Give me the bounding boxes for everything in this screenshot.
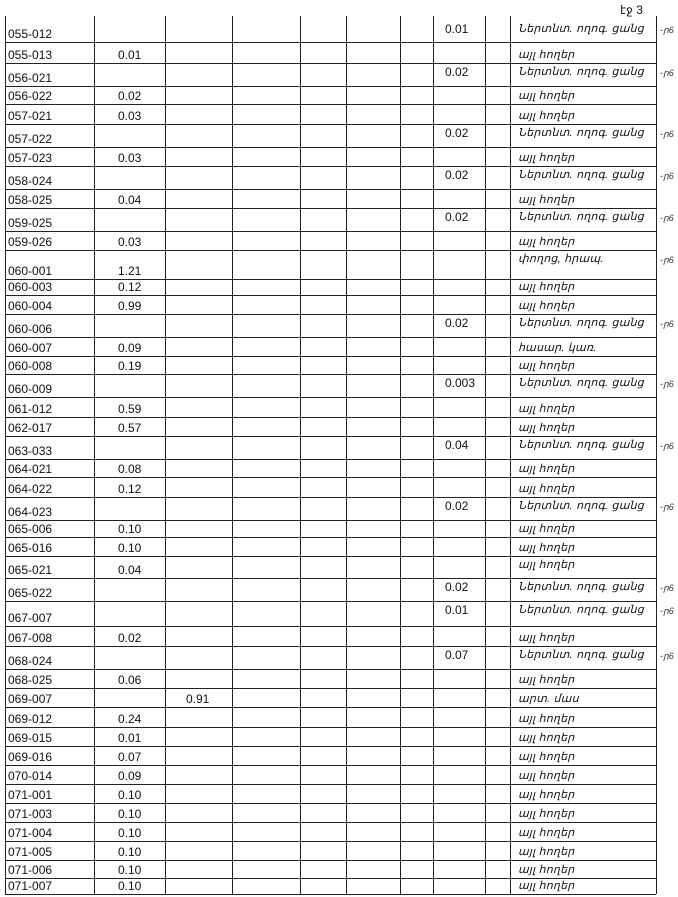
- area-value: 0.10: [118, 845, 142, 859]
- row-rule: [5, 42, 656, 43]
- row-rule: [5, 894, 656, 895]
- parcel-code: 060-004: [8, 299, 53, 313]
- parcel-code: 067-007: [8, 611, 53, 625]
- row-rule: [5, 166, 656, 167]
- parcel-code: 065-022: [8, 586, 53, 600]
- land-use-note: Ներտնտ. ողոգ. ցանց: [518, 377, 644, 389]
- area-value: 0.08: [118, 462, 142, 476]
- parcel-code: 061-012: [8, 402, 53, 416]
- land-use-note: Ներտնտ. ողոգ. ցանց: [518, 604, 644, 616]
- margin-mark: -ր6: [660, 319, 674, 329]
- area-value: 0.10: [118, 522, 142, 536]
- area-value: 1.21: [118, 264, 142, 278]
- area-value-irrigation: 0.07: [445, 648, 469, 662]
- area-value: 0.01: [118, 48, 142, 62]
- land-use-note: Ներտնտ. ողոգ. ցանց: [518, 439, 644, 451]
- area-value: 0.10: [118, 879, 142, 893]
- area-value: 0.03: [118, 235, 142, 249]
- land-use-note: այլ հողեր: [518, 732, 575, 744]
- parcel-code: 060-009: [8, 382, 53, 396]
- margin-mark: -ր6: [660, 651, 674, 661]
- row-rule: [5, 374, 656, 375]
- land-use-note: այլ հողեր: [518, 152, 575, 164]
- parcel-code: 058-025: [8, 193, 53, 207]
- parcel-code: 069-012: [8, 712, 53, 726]
- parcel-code: 071-006: [8, 863, 53, 877]
- parcel-code: 071-003: [8, 807, 53, 821]
- row-rule: [5, 337, 656, 338]
- row-rule: [5, 250, 656, 251]
- land-use-note: Ներտնտ. ողոգ. ցանց: [518, 23, 644, 35]
- land-use-note: այլ հողեր: [518, 523, 575, 535]
- area-value: 0.19: [118, 359, 142, 373]
- area-value: 0.09: [118, 341, 142, 355]
- area-value: 0.02: [118, 631, 142, 645]
- area-value: 0.12: [118, 482, 142, 496]
- row-rule: [5, 841, 656, 842]
- land-use-note: այլ հողեր: [518, 542, 575, 554]
- land-use-note: Ներտնտ. ողոգ. ցանց: [518, 127, 644, 139]
- land-use-note: Ներտնտ. ողոգ. ցանց: [518, 649, 644, 661]
- parcel-code: 056-022: [8, 89, 53, 103]
- parcel-code: 056-021: [8, 71, 53, 85]
- land-use-note: այլ հողեր: [518, 864, 575, 876]
- parcel-code: 068-024: [8, 654, 53, 668]
- area-value-irrigation: 0.02: [445, 126, 469, 140]
- parcel-code: 064-022: [8, 482, 53, 496]
- area-value: 0.24: [118, 712, 142, 726]
- area-value-irrigation: 0.02: [445, 316, 469, 330]
- land-use-note: այլ հողեր: [518, 194, 575, 206]
- row-rule: [5, 520, 656, 521]
- row-rule: [5, 459, 656, 460]
- land-use-note: Ներտնտ. ողոգ. ցանց: [518, 211, 644, 223]
- margin-mark: -ր6: [660, 502, 674, 512]
- area-value: 0.99: [118, 299, 142, 313]
- area-value-irrigation: 0.02: [445, 168, 469, 182]
- land-use-note: այլ հողեր: [518, 110, 575, 122]
- area-value: 0.03: [118, 109, 142, 123]
- land-use-note: Ներտնտ. ողոգ. ցանց: [518, 169, 644, 181]
- parcel-code: 070-014: [8, 769, 53, 783]
- parcel-code: 058-024: [8, 174, 53, 188]
- parcel-code: 059-026: [8, 235, 53, 249]
- parcel-code: 065-021: [8, 563, 53, 577]
- parcel-code: 064-023: [8, 505, 53, 519]
- parcel-code: 057-021: [8, 109, 53, 123]
- parcel-code: 069-016: [8, 750, 53, 764]
- land-use-note: այլ հողեր: [518, 281, 575, 293]
- parcel-code: 069-007: [8, 692, 53, 706]
- area-value: 0.06: [118, 673, 142, 687]
- row-rule: [5, 104, 656, 105]
- row-rule: [5, 822, 656, 823]
- area-value-irrigation: 0.01: [445, 22, 469, 36]
- land-use-note: Ներտնտ. ողոգ. ցանց: [518, 581, 644, 593]
- row-rule: [5, 727, 656, 728]
- land-use-note: այլ հողեր: [518, 463, 575, 475]
- area-value: 0.59: [118, 402, 142, 416]
- land-use-note: այլ հողեր: [518, 846, 575, 858]
- land-use-note: այլ հողեր: [518, 674, 575, 686]
- area-value-irrigation: 0.02: [445, 65, 469, 79]
- area-value-industrial: 0.91: [186, 692, 210, 706]
- row-rule: [5, 803, 656, 804]
- row-rule: [5, 646, 656, 647]
- land-use-note: այլ հողեր: [518, 422, 575, 434]
- row-rule: [5, 626, 656, 627]
- row-rule: [5, 63, 656, 64]
- area-value-irrigation: 0.02: [445, 499, 469, 513]
- area-value: 0.10: [118, 826, 142, 840]
- row-rule: [5, 231, 656, 232]
- margin-mark: -ր6: [660, 606, 674, 616]
- parcel-code: 057-022: [8, 132, 53, 146]
- area-value: 0.02: [118, 89, 142, 103]
- row-rule: [5, 537, 656, 538]
- row-rule: [5, 556, 656, 557]
- area-value: 0.03: [118, 151, 142, 165]
- land-use-note: այլ հողեր: [518, 632, 575, 644]
- margin-mark: -ր6: [660, 213, 674, 223]
- land-use-note: այլ հողեր: [518, 827, 575, 839]
- row-rule: [5, 669, 656, 670]
- area-value: 0.04: [118, 563, 142, 577]
- margin-mark: -ր6: [660, 68, 674, 78]
- land-use-note: այլ հողեր: [518, 300, 575, 312]
- land-use-note: այլ հողեր: [518, 808, 575, 820]
- land-use-note: այլ հողեր: [518, 559, 575, 571]
- area-value: 0.01: [118, 731, 142, 745]
- area-value: 0.12: [118, 280, 142, 294]
- land-use-note: Ներտնտ. ողոգ. ցանց: [518, 500, 644, 512]
- row-rule: [5, 356, 656, 357]
- row-rule: [5, 295, 656, 296]
- row-rule: [5, 765, 656, 766]
- land-use-note: փողոց, հրապ.: [518, 253, 604, 265]
- column-rule: [656, 16, 657, 894]
- land-use-note: այլ հողեր: [518, 713, 575, 725]
- row-rule: [5, 860, 656, 861]
- row-rule: [5, 397, 656, 398]
- area-value: 0.09: [118, 769, 142, 783]
- area-value: 0.10: [118, 788, 142, 802]
- parcel-code: 055-012: [8, 27, 53, 41]
- parcel-code: 063-033: [8, 444, 53, 458]
- area-value-irrigation: 0.01: [445, 603, 469, 617]
- row-rule: [5, 784, 656, 785]
- land-use-note: այլ հողեր: [518, 403, 575, 415]
- margin-mark: -ր6: [660, 25, 674, 35]
- parcel-code: 055-013: [8, 48, 53, 62]
- parcel-code: 060-003: [8, 280, 53, 294]
- row-rule: [5, 601, 656, 602]
- parcel-code: 068-025: [8, 673, 53, 687]
- parcel-code: 060-008: [8, 359, 53, 373]
- area-value: 0.04: [118, 193, 142, 207]
- area-value-irrigation: 0.04: [445, 438, 469, 452]
- area-value: 0.07: [118, 750, 142, 764]
- area-value-irrigation: 0.02: [445, 210, 469, 224]
- area-value: 0.10: [118, 541, 142, 555]
- parcel-code: 071-004: [8, 826, 53, 840]
- row-rule: [5, 86, 656, 87]
- parcel-code: 069-015: [8, 731, 53, 745]
- margin-mark: -ր6: [660, 583, 674, 593]
- row-rule: [5, 314, 656, 315]
- area-value: 0.57: [118, 421, 142, 435]
- row-rule: [5, 436, 656, 437]
- margin-mark: -ր6: [660, 171, 674, 181]
- area-value-irrigation: 0.02: [445, 580, 469, 594]
- row-rule: [5, 208, 656, 209]
- land-use-note: այլ հողեր: [518, 770, 575, 782]
- parcel-code: 064-021: [8, 462, 53, 476]
- land-use-note: հասար. կառ.: [518, 342, 597, 354]
- land-use-note: այլ հողեր: [518, 751, 575, 763]
- area-value: 0.10: [118, 863, 142, 877]
- parcel-code: 057-023: [8, 151, 53, 165]
- margin-mark: -ր6: [660, 379, 674, 389]
- parcel-code: 060-007: [8, 341, 53, 355]
- row-rule: [5, 497, 656, 498]
- row-rule: [5, 147, 656, 148]
- parcel-code: 059-025: [8, 216, 53, 230]
- row-rule: [5, 124, 656, 125]
- margin-mark: -ր6: [660, 441, 674, 451]
- parcel-code: 060-001: [8, 264, 53, 278]
- land-use-note: Ներտնտ. ողոգ. ցանց: [518, 317, 644, 329]
- row-rule: [5, 688, 656, 689]
- row-rule: [5, 189, 656, 190]
- row-rule: [5, 746, 656, 747]
- parcel-code: 067-008: [8, 631, 53, 645]
- land-use-note: այլ հողեր: [518, 49, 575, 61]
- row-rule: [5, 477, 656, 478]
- parcel-code: 065-016: [8, 541, 53, 555]
- margin-mark: -ր6: [660, 129, 674, 139]
- page-label: էջ 3: [620, 3, 643, 17]
- parcel-code: 065-006: [8, 522, 53, 536]
- margin-mark: -ր6: [660, 255, 674, 265]
- area-value: 0.10: [118, 807, 142, 821]
- land-use-note: այլ հողեր: [518, 880, 575, 892]
- parcel-code: 071-007: [8, 879, 53, 893]
- row-rule: [5, 707, 656, 708]
- land-use-note: այլ հողեր: [518, 90, 575, 102]
- parcel-code: 071-005: [8, 845, 53, 859]
- land-use-note: արտ. մաս: [518, 693, 579, 705]
- parcel-code: 062-017: [8, 421, 53, 435]
- land-use-note: այլ հողեր: [518, 789, 575, 801]
- land-use-note: այլ հողեր: [518, 483, 575, 495]
- land-use-note: այլ հողեր: [518, 360, 575, 372]
- parcel-code: 060-006: [8, 322, 53, 336]
- land-use-note: այլ հողեր: [518, 236, 575, 248]
- parcel-code: 071-001: [8, 788, 53, 802]
- row-rule: [5, 417, 656, 418]
- row-rule: [5, 578, 656, 579]
- land-use-note: Ներտնտ. ողոգ. ցանց: [518, 66, 644, 78]
- area-value-irrigation: 0.003: [445, 376, 476, 390]
